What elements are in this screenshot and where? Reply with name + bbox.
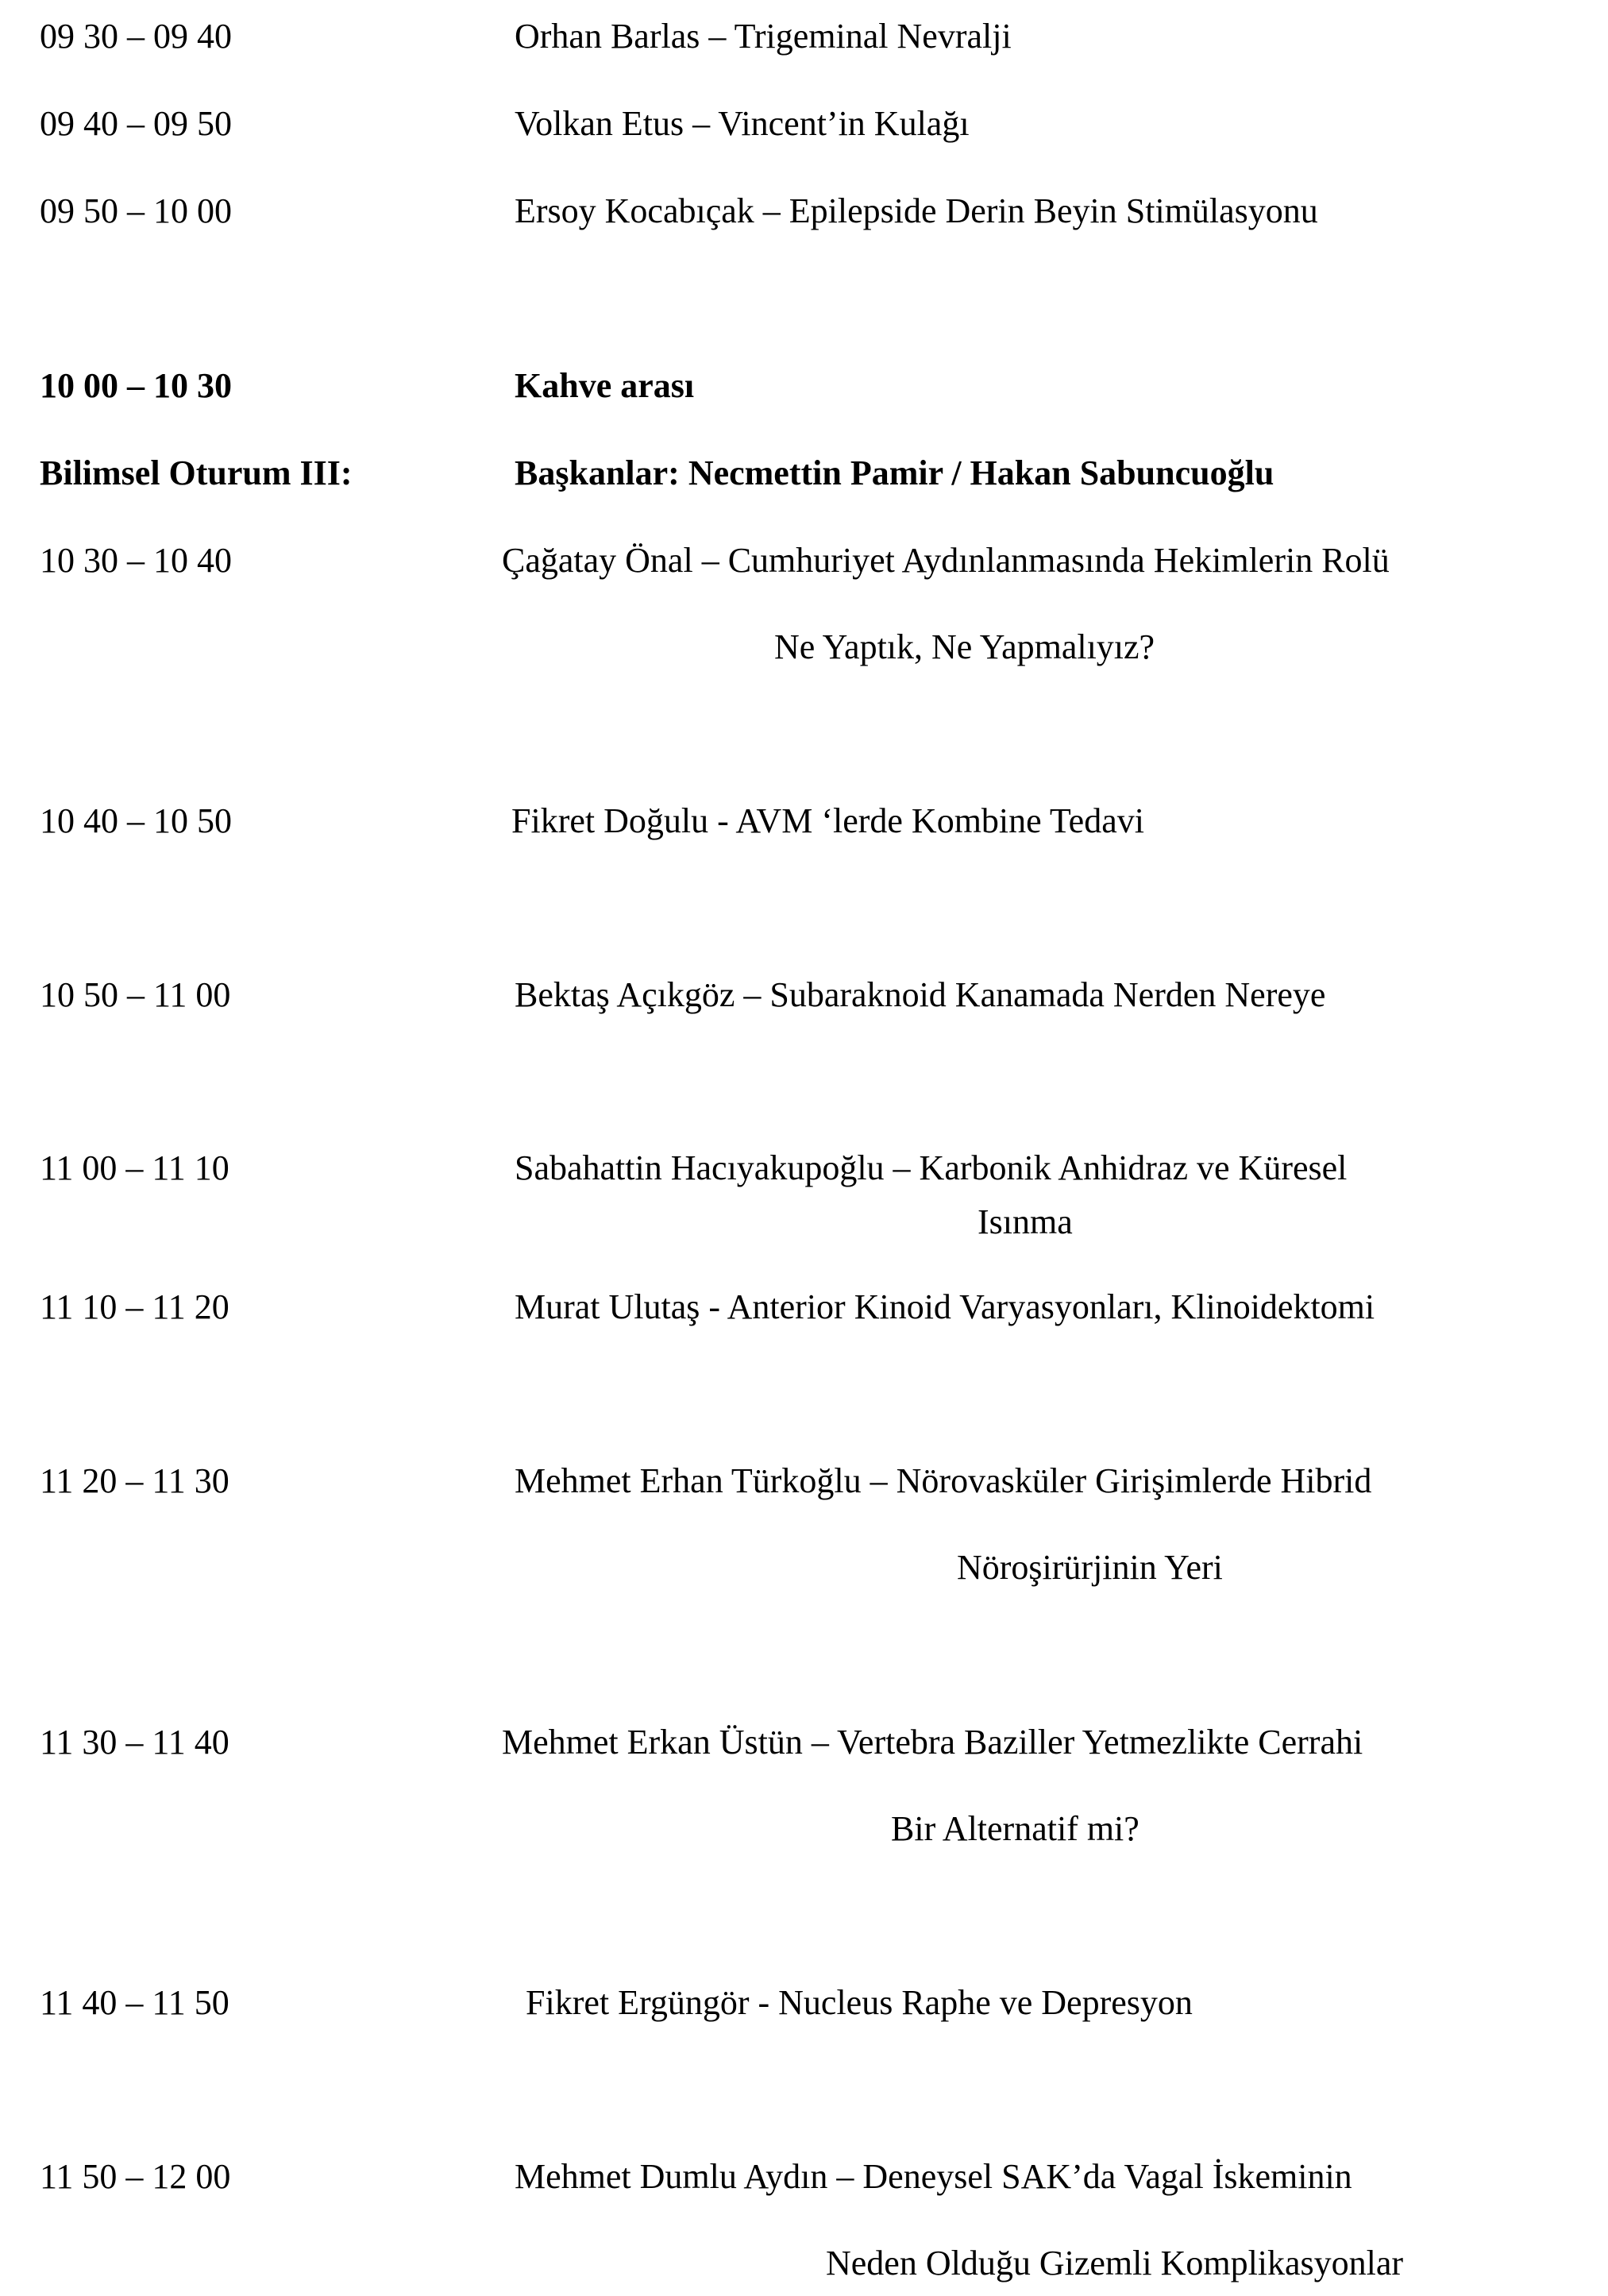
session-talk: Volkan Etus – Vincent’in Kulağı <box>515 104 970 143</box>
session-time: 11 50 – 12 00 <box>40 2157 231 2196</box>
session-time: 10 40 – 10 50 <box>40 801 232 840</box>
session-time: 09 50 – 10 00 <box>40 191 232 230</box>
session-time: 11 00 – 11 10 <box>40 1148 229 1187</box>
session-talk: Fikret Doğulu - AVM ‘lerde Kombine Tedavi <box>511 801 1144 840</box>
session-talk: Mehmet Erhan Türkoğlu – Nörovasküler Girişimlerde Hibrid <box>515 1461 1372 1500</box>
session-talk: Sabahattin Hacıyakupoğlu – Karbonik Anhidraz ve Küresel <box>515 1148 1348 1187</box>
session-time: 11 40 – 11 50 <box>40 1983 229 2022</box>
session-talk-continued: Ne Yaptık, Ne Yapmalıyız? <box>774 627 1155 666</box>
session-time: 11 20 – 11 30 <box>40 1461 229 1500</box>
session-talk: Çağatay Önal – Cumhuriyet Aydınlanmasında Hekimlerin Rolü <box>502 541 1390 580</box>
session-time: 10 50 – 11 00 <box>40 975 231 1014</box>
session-talk-continued: Neden Olduğu Gizemli Komplikasyonlar <box>826 2244 1404 2282</box>
session-talk-continued: Nöroşirürjinin Yeri <box>957 1548 1223 1587</box>
session-chairs: Başkanlar: Necmettin Pamir / Hakan Sabuncuoğlu <box>515 453 1274 492</box>
session-time: 09 30 – 09 40 <box>40 17 232 56</box>
session-heading: Bilimsel Oturum III: <box>40 453 353 492</box>
break-label: Kahve arası <box>515 366 695 405</box>
session-time: 10 30 – 10 40 <box>40 541 232 580</box>
break-time: 10 00 – 10 30 <box>40 366 232 405</box>
session-time: 09 40 – 09 50 <box>40 104 232 143</box>
session-talk: Bektaş Açıkgöz – Subaraknoid Kanamada Nerden Nereye <box>515 975 1326 1014</box>
session-talk-continued: Isınma <box>978 1202 1073 1241</box>
session-talk: Mehmet Erkan Üstün – Vertebra Baziller Yetmezlikte Cerrahi <box>502 1723 1363 1762</box>
session-talk: Orhan Barlas – Trigeminal Nevralji <box>515 17 1012 56</box>
session-talk: Mehmet Dumlu Aydın – Deneysel SAK’da Vagal İskeminin <box>515 2157 1352 2196</box>
session-talk: Ersoy Kocabıçak – Epilepside Derin Beyin Stimülasyonu <box>515 191 1318 230</box>
session-talk-continued: Bir Alternatif mi? <box>891 1809 1139 1848</box>
session-talk: Murat Ulutaş - Anterior Kinoid Varyasyonları, Klinoidektomi <box>515 1287 1375 1326</box>
session-talk: Fikret Ergüngör - Nucleus Raphe ve Depresyon <box>526 1983 1193 2022</box>
session-time: 11 30 – 11 40 <box>40 1723 229 1762</box>
session-time: 11 10 – 11 20 <box>40 1287 229 1326</box>
